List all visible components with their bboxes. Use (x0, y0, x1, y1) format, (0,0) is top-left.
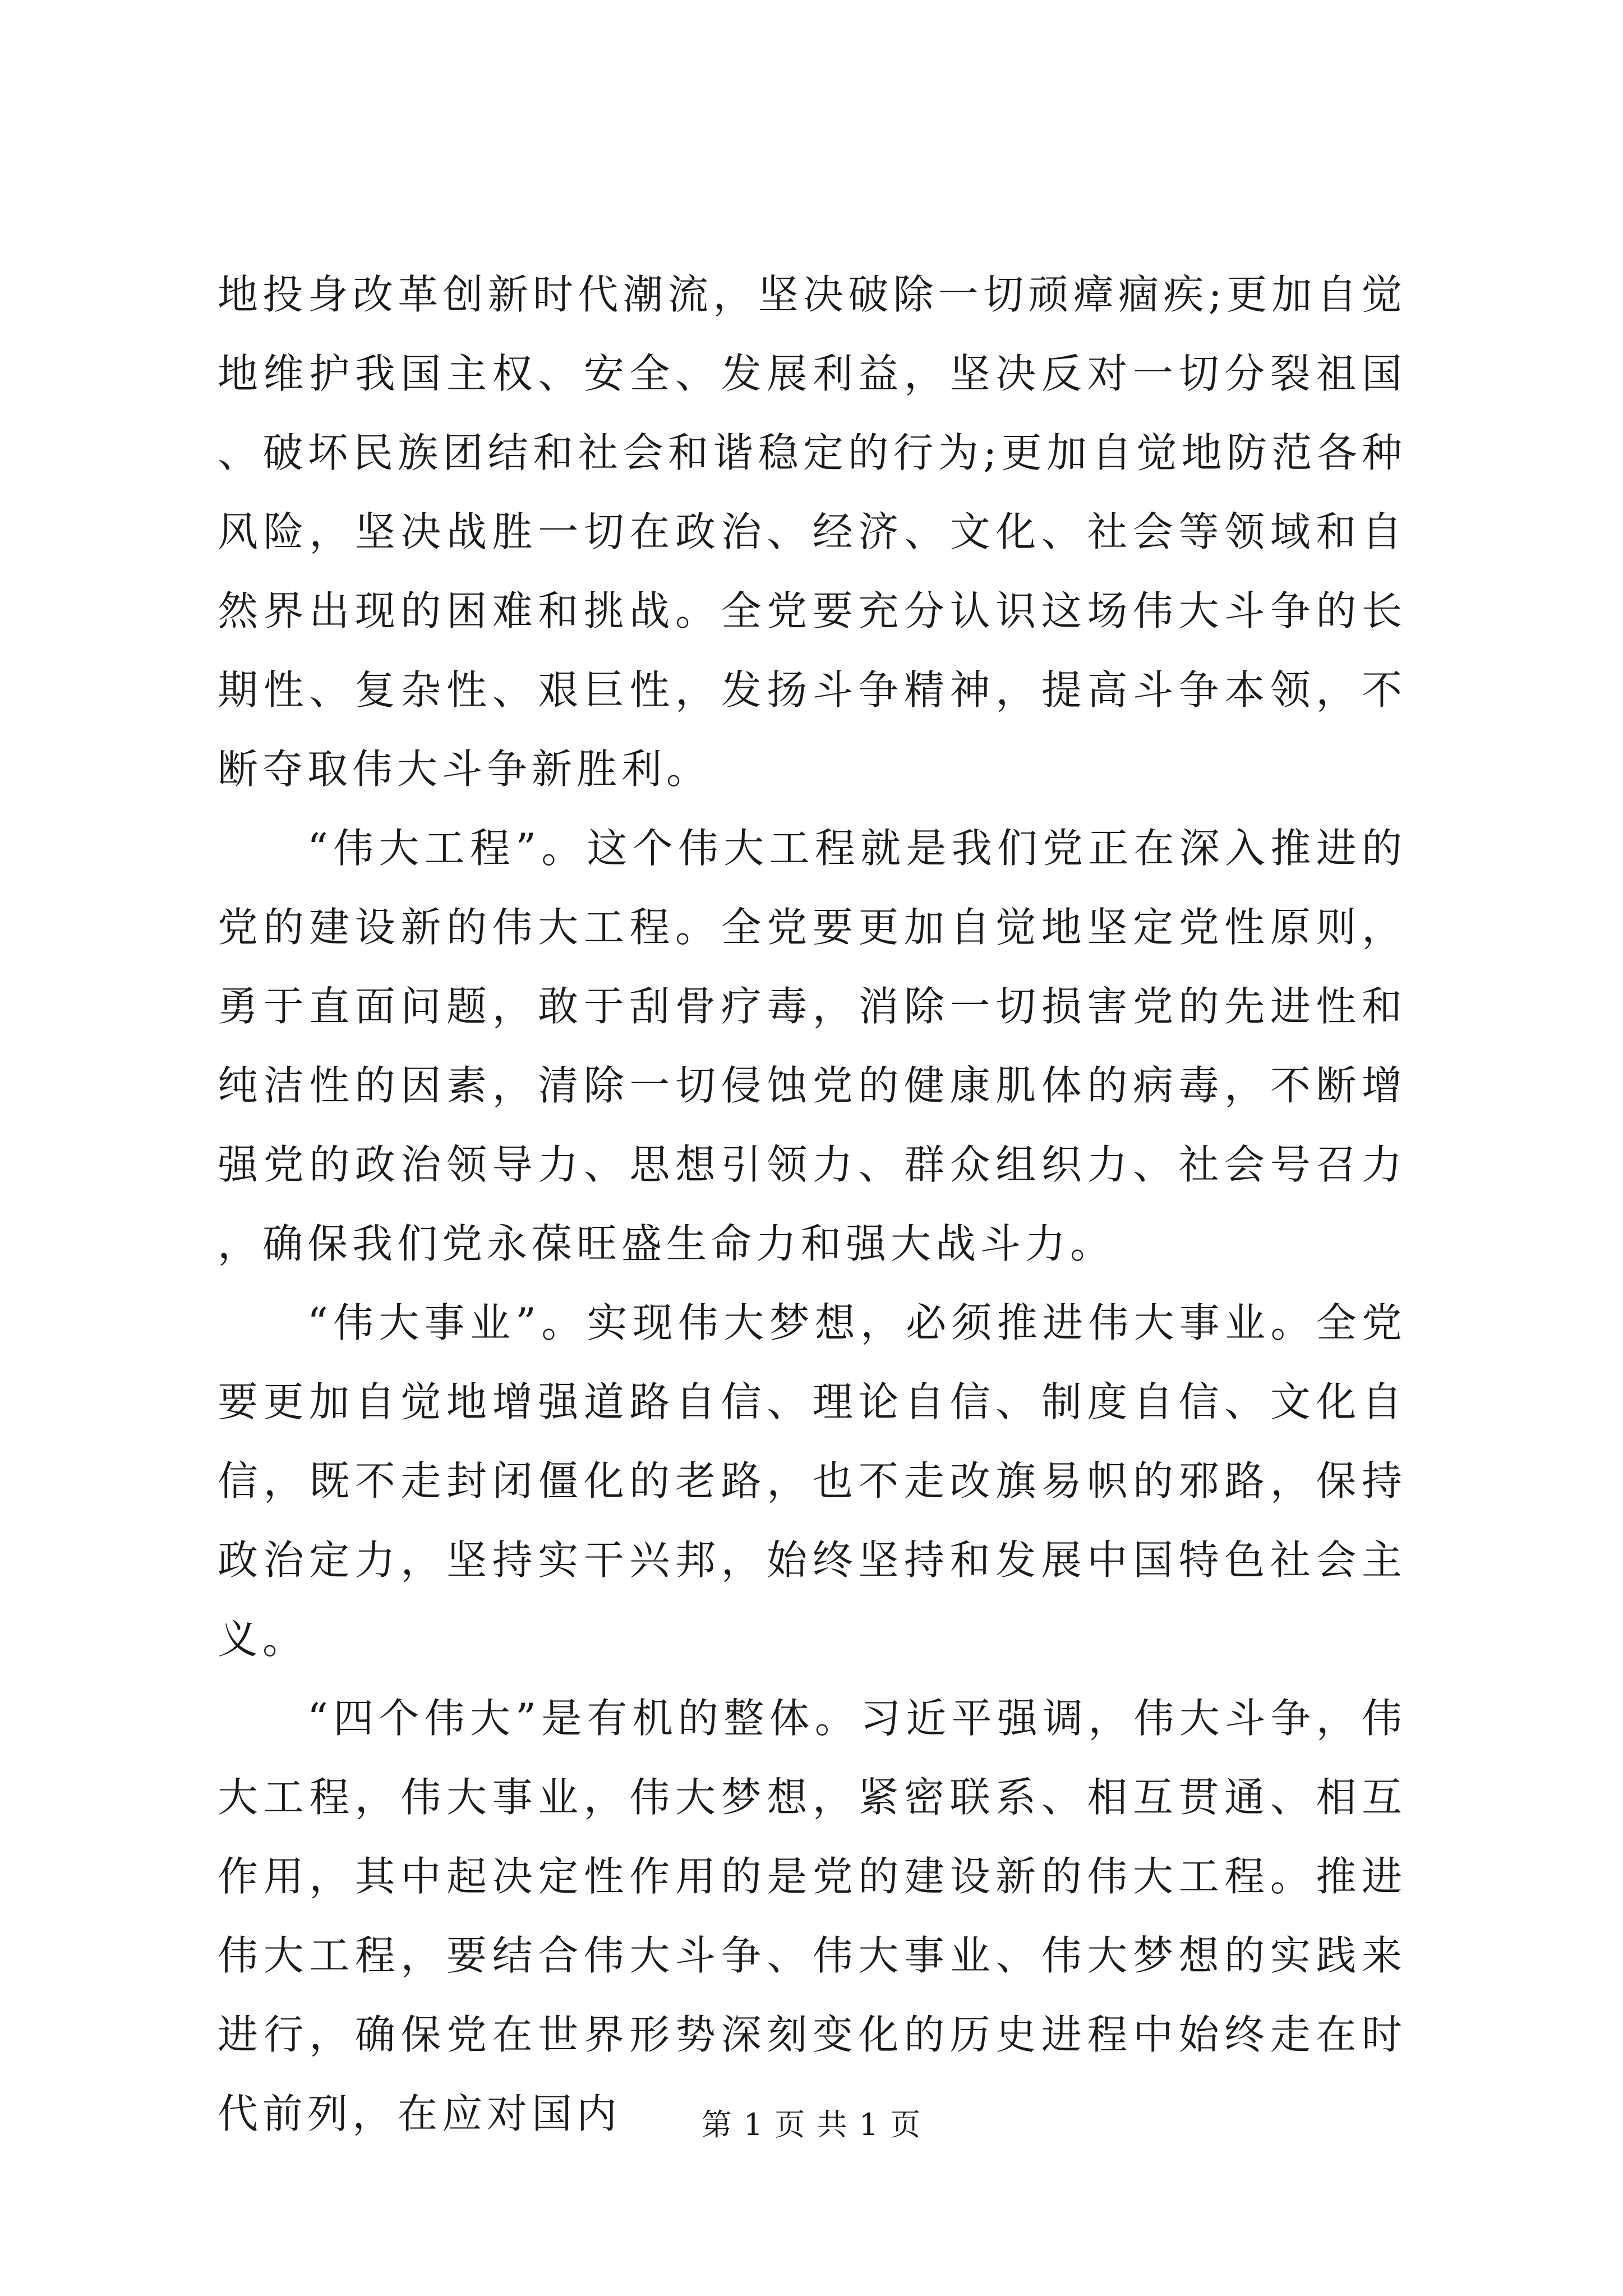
paragraph-1: 地投身改革创新时代潮流，坚决破除一切顽瘴痼疾;更加自觉地维护我国主权、安全、发展利益，坚决反对一切分裂祖国、破坏民族团结和社会和谐稳定的行为;更加自觉地防范各种风险，坚决战胜一切在政治、经济、文化、社会等领域和自然界出现的困难和挑战。全党要充分认识这场伟大斗争的长期性、复杂性、艰巨性，发扬斗争精神，提高斗争本领，不断夺取伟大斗争新胜利。 (218, 271, 1407, 793)
paragraph-2: “伟大工程”。这个伟大工程就是我们党正在深入推进的党的建设新的伟大工程。全党要更加自觉地坚定党性原则，勇于直面问题，敢于刮骨疗毒，消除一切损害党的先进性和纯洁性的因素，清除一切侵蚀党的健康肌体的病毒，不断增强党的政治领导力、思想引领力、群众组织力、社会号召力，确保我们党永葆旺盛生命力和强大战斗力。 (218, 825, 1407, 1267)
paragraph-4: “四个伟大”是有机的整体。习近平强调，伟大斗争，伟大工程，伟大事业，伟大梦想，紧密联系、相互贯通、相互作用，其中起决定性作用的是党的建设新的伟大工程。推进伟大工程，要结合伟大斗争、伟大事业、伟大梦想的实践来进行，确保党在世界形势深刻变化的历史进程中始终走在时代前列，在应对国内 (218, 1695, 1407, 2137)
document-body (218, 255, 1407, 2154)
paragraph-3: “伟大事业”。实现伟大梦想，必须推进伟大事业。全党要更加自觉地增强道路自信、理论自信、制度自信、文化自信，既不走封闭僵化的老路，也不走改旗易帜的邪路，保持政治定力，坚持实干兴邦，始终坚持和发展中国特色社会主义。 (218, 1299, 1407, 1663)
page-footer: 第 1 页 共 1 页 (701, 2107, 922, 2142)
